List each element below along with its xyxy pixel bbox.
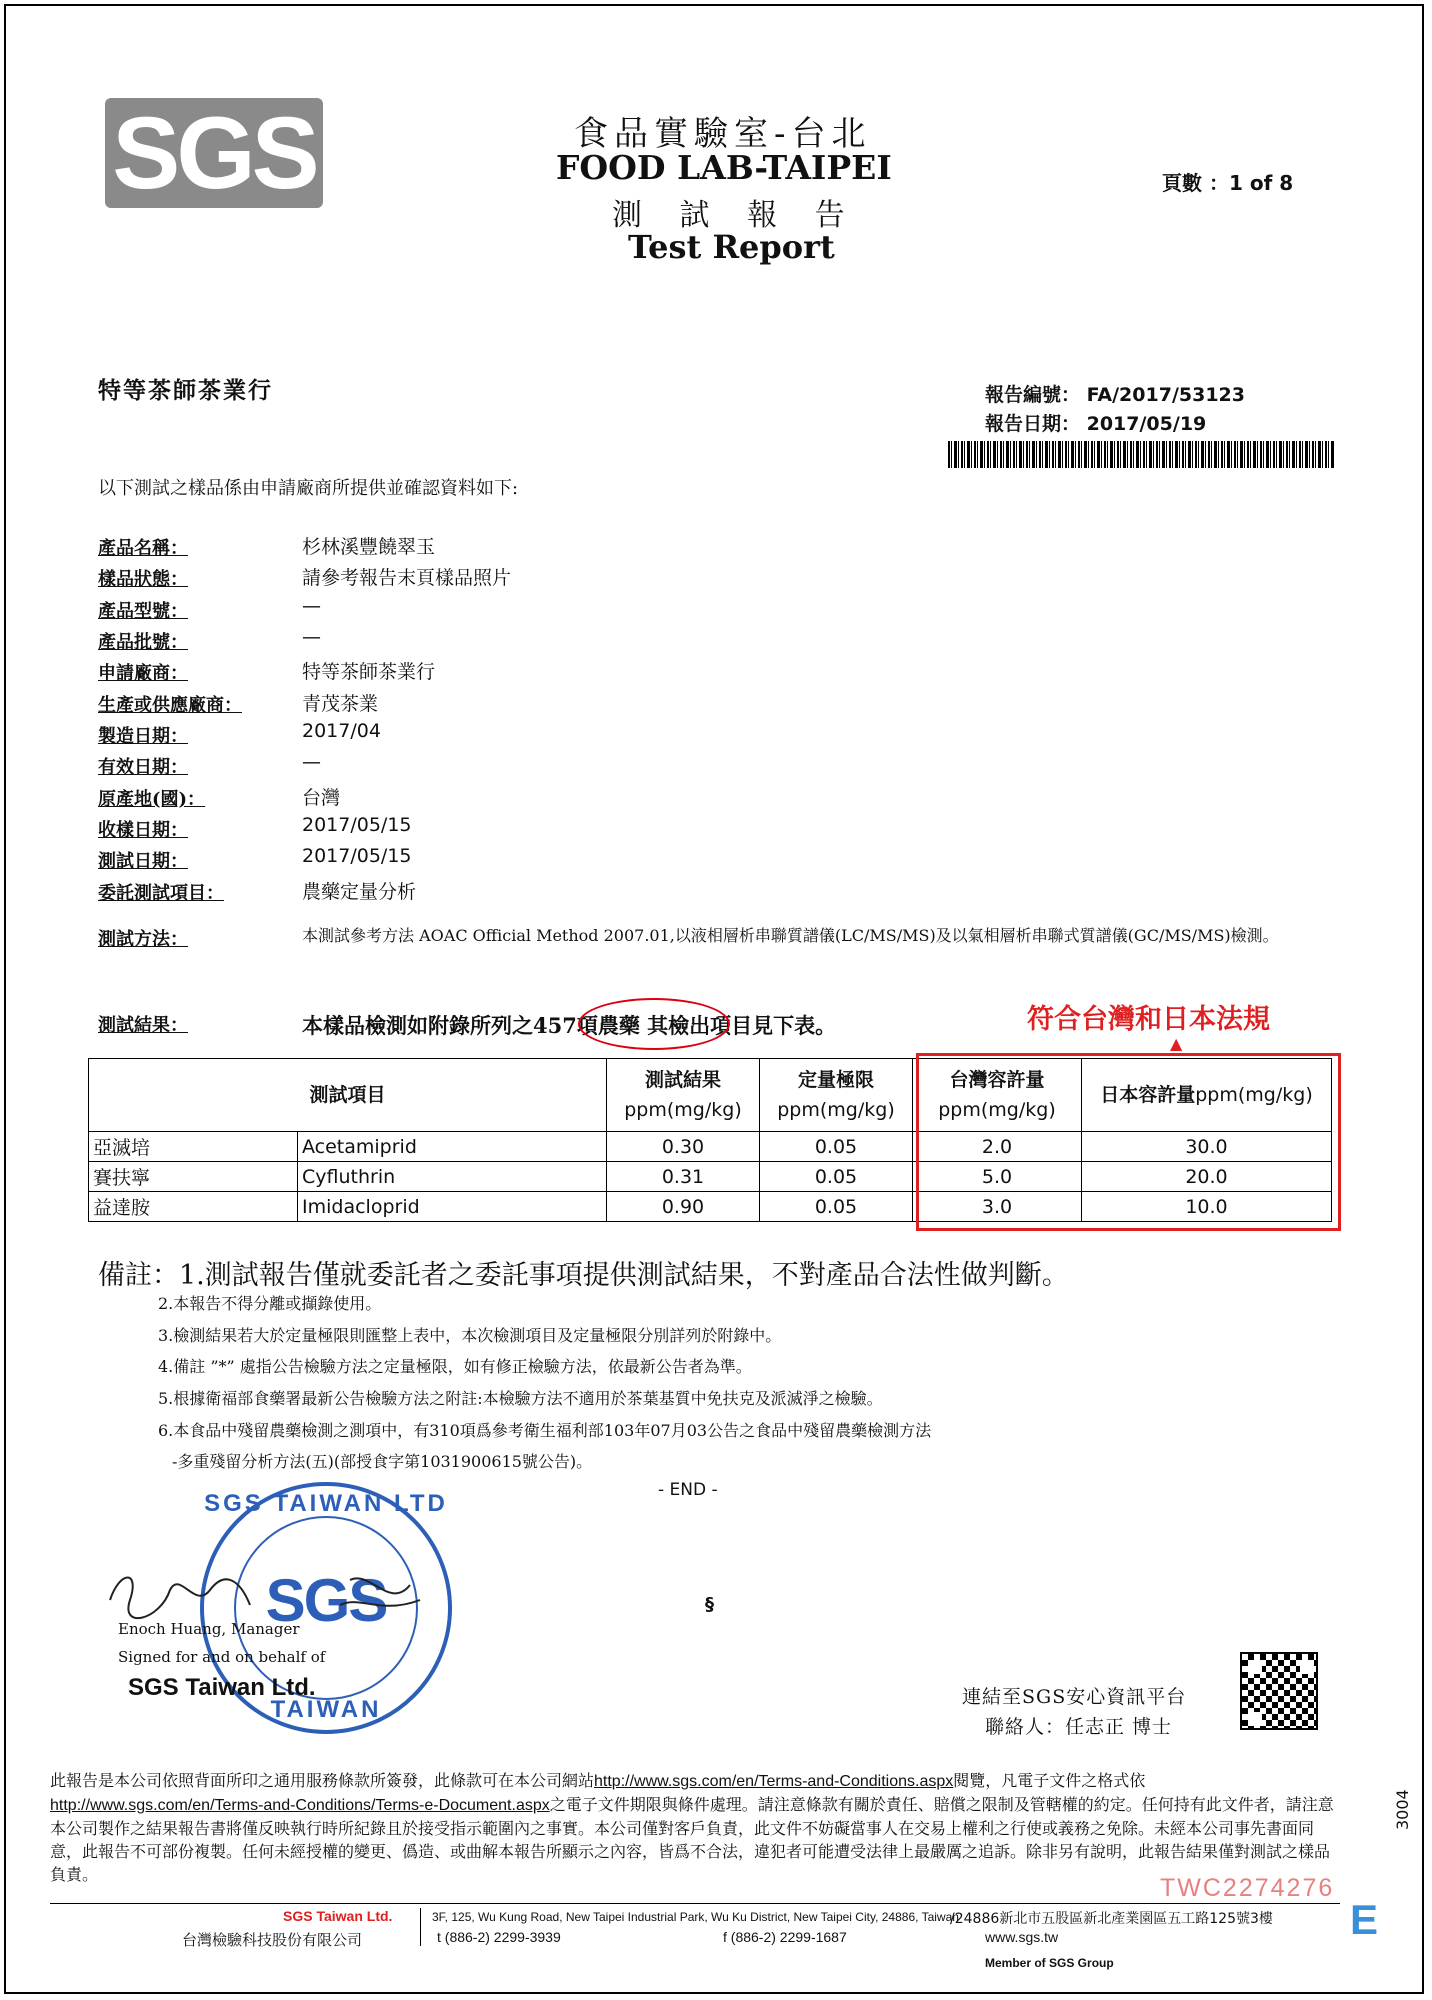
report-date: 報告日期： 2017/05/19: [985, 413, 1207, 435]
arrow-up-icon: ▲: [1170, 1034, 1183, 1053]
method-text: 本測試參考方法 AOAC Official Method 2007.01,以液相層析串聯質譜儀(LC/MS/MS)及以氣相層析串聯式質譜儀(GC/MS/MS)檢測。: [302, 926, 1279, 945]
th-limit: 定量極限 ppm(mg/kg): [760, 1059, 913, 1132]
sgs-logo: SGS: [105, 98, 323, 208]
field-label: 申請廠商：: [98, 663, 188, 684]
lab-name-en: FOOD LAB-TAIPEI: [556, 148, 892, 187]
footer-website[interactable]: www.sgs.tw: [985, 1929, 1059, 1945]
footer-separator: [420, 1908, 421, 1946]
section-mark-icon: §: [705, 1594, 714, 1615]
th-item: 測試項目: [89, 1059, 607, 1132]
note-6: 6.本食品中殘留農藥檢測之測項中，有310項爲參考衛生福利部103年07月03公告之食品中殘留農藥檢測方法: [158, 1421, 932, 1440]
seal-center-text: SGS: [265, 1567, 387, 1634]
field-label: 產品名稱：: [98, 538, 188, 559]
cell-taiwan: 2.0: [913, 1132, 1082, 1162]
field-label: 有效日期：: [98, 757, 188, 778]
intro-text: 以下測試之樣品係由申請廠商所提供並確認資料如下:: [98, 478, 519, 499]
field-value: 2017/04: [302, 720, 381, 742]
field-value: 2017/05/15: [302, 845, 412, 867]
signatory-name: Enoch Huang, Manager: [118, 1620, 300, 1638]
field-label: 生產或供應廠商：: [98, 695, 242, 716]
cell-name-en: Imidacloprid: [298, 1192, 607, 1222]
report-title-cn: 測 試 報 告: [612, 198, 859, 233]
field-label: 樣品狀態：: [98, 569, 188, 590]
th-taiwan-limit: 台灣容許量 ppm(mg/kg): [913, 1059, 1082, 1132]
field-value: —: [302, 751, 321, 773]
twc-code: TWC2274276: [1160, 1874, 1335, 1902]
footer-rule: [50, 1903, 1340, 1904]
seal-bottom-text: TAIWAN: [270, 1696, 382, 1723]
page-number: 頁數 ：1 of 8: [1162, 171, 1294, 195]
disclaimer-p3: 之電子文件期限與條件處理。請注意條款有關於責任、賠償之限制及管轄權的約定。任何持有此文件者，請注意本公司製作之結果報告書將僅反映執行時所紀錄且於接受指示範圍內之事實。本公司僅對客戶負責，此文件不妨礙當事人在交易上權利之行使或義務之免除。未經本公司事先書面同意，此報告不可部份複製。任何未經授權的變更、僞造、或曲解本報告所顯示之內容，皆爲不合法，違犯者可能遭受法律上最嚴厲之追訴。除非另有說明，此報告結果僅對測試之樣品負責。: [50, 1795, 1334, 1884]
cell-taiwan: 5.0: [913, 1162, 1082, 1192]
result-sentence-a: 本樣品檢測如附錄所列之: [302, 1013, 533, 1038]
note-1: 備註：1.測試報告僅就委託者之委託事項提供測試結果，不對產品合法性做判斷。: [98, 1260, 1069, 1291]
field-label: 委託測試項目：: [98, 883, 224, 904]
th-result: 測試結果 ppm(mg/kg): [607, 1059, 760, 1132]
e-document-terms-link[interactable]: http://www.sgs.com/en/Terms-and-Conditions/Terms-e-Document.aspx: [50, 1797, 550, 1814]
cell-result: 0.31: [607, 1162, 760, 1192]
field-value: 台灣: [302, 787, 341, 809]
cell-japan: 20.0: [1082, 1162, 1332, 1192]
result-sentence: [302, 1010, 836, 1040]
cell-name-en: Acetamiprid: [298, 1132, 607, 1162]
field-value: 請參考報告末頁樣品照片: [302, 567, 512, 589]
qr-code[interactable]: [1240, 1652, 1318, 1730]
platform-link-text: 連結至SGS安心資訊平台: [962, 1686, 1187, 1708]
report-number: 報告編號： FA/2017/53123: [985, 384, 1245, 406]
signatory-company: SGS Taiwan Ltd.: [128, 1674, 316, 1701]
field-label: 產品型號：: [98, 601, 188, 622]
field-value: —: [302, 595, 321, 617]
footer-member: Member of SGS Group: [985, 1956, 1114, 1970]
field-value: —: [302, 626, 321, 648]
cell-japan: 30.0: [1082, 1132, 1332, 1162]
disclaimer-p2: 閱覽，凡電子文件之格式依: [953, 1771, 1146, 1790]
side-number: 3004: [1393, 1789, 1412, 1830]
result-sentence-c: 其檢出項目見下表。: [639, 1013, 837, 1038]
e-logo-icon: E: [1350, 1896, 1379, 1943]
footer-fax: f (886-2) 2299-1687: [723, 1929, 847, 1945]
cell-limit: 0.05: [760, 1192, 913, 1222]
cell-name-cn: 亞滅培: [89, 1132, 298, 1162]
footer-address-en: 3F, 125, Wu Kung Road, New Taipei Industrial Park, Wu Ku District, New Taipei City, 24886, Taiwan: [432, 1910, 959, 1924]
field-value: 農藥定量分析: [302, 881, 417, 903]
compliance-note: 符合台灣和日本法規: [1027, 1004, 1270, 1035]
note-2: 2.本報告不得分離或擷錄使用。: [158, 1294, 382, 1313]
cell-result: 0.30: [607, 1132, 760, 1162]
footer-company-en: SGS Taiwan Ltd.: [283, 1908, 393, 1924]
field-label: 測試日期：: [98, 851, 188, 872]
footer-address-cn: /24886新北市五股區新北產業園區五工路125號3樓: [950, 1911, 1273, 1927]
report-title-en: Test Report: [628, 228, 835, 266]
seal-top-text: SGS TAIWAN LTD: [204, 1490, 448, 1517]
cell-limit: 0.05: [760, 1162, 913, 1192]
field-value: 特等茶師茶業行: [302, 661, 436, 683]
method-label: 測試方法：: [98, 929, 188, 950]
result-pesticide-count: 457項農藥: [533, 1013, 640, 1038]
field-value: 青茂茶業: [302, 693, 379, 715]
field-value: 杉林溪豐饒翠玉: [302, 536, 436, 558]
field-label: 產品批號：: [98, 632, 188, 653]
cell-name-cn: 益達胺: [89, 1192, 298, 1222]
field-label: 收樣日期：: [98, 820, 188, 841]
cell-taiwan: 3.0: [913, 1192, 1082, 1222]
note-3: 3.檢測結果若大於定量極限則匯整上表中，本次檢測項目及定量極限分別詳列於附錄中。: [158, 1326, 782, 1345]
terms-link[interactable]: http://www.sgs.com/en/Terms-and-Conditions.aspx: [594, 1773, 954, 1790]
highlight-ellipse: [578, 998, 730, 1050]
contact-person: 聯絡人：任志正 博士: [985, 1716, 1173, 1738]
compliance-highlight-box: [916, 1053, 1341, 1231]
field-label: 製造日期：: [98, 726, 188, 747]
lab-name-cn: 食品實驗室-台北: [574, 114, 872, 154]
footer-phone: t (886-2) 2299-3939: [437, 1929, 561, 1945]
note-7: -多重殘留分析方法(五)(部授食字第1031900615號公告)。: [172, 1452, 593, 1471]
footer-company-cn: 台灣檢驗科技股份有限公司: [182, 1931, 363, 1949]
cell-limit: 0.05: [760, 1132, 913, 1162]
cell-japan: 10.0: [1082, 1192, 1332, 1222]
result-label: 測試結果：: [98, 1015, 188, 1036]
th-japan-limit: 日本容許量ppm(mg/kg): [1082, 1059, 1332, 1132]
note-4: 4.備註 ”*” 處指公告檢驗方法之定量極限，如有修正檢驗方法，依最新公告者為準。: [158, 1357, 752, 1376]
barcode: [948, 441, 1334, 468]
note-5: 5.根據衛福部食藥署最新公告檢驗方法之附註:本檢驗方法不適用於茶葉基質中免扶克及派滅淨之檢驗。: [158, 1389, 883, 1408]
cell-result: 0.90: [607, 1192, 760, 1222]
field-label: 原產地(國)：: [98, 789, 206, 810]
end-marker: - END -: [658, 1480, 718, 1500]
signed-on-behalf: Signed for and on behalf of: [118, 1648, 326, 1666]
client-name: 特等茶師茶業行: [98, 377, 273, 404]
disclaimer-p1: 此報告是本公司依照背面所印之通用服務條款所簽發，此條款可在本公司網站: [50, 1771, 595, 1790]
cell-name-cn: 賽扶寧: [89, 1162, 298, 1192]
field-value: 2017/05/15: [302, 814, 412, 836]
disclaimer: [50, 1769, 1340, 1886]
cell-name-en: Cyfluthrin: [298, 1162, 607, 1192]
